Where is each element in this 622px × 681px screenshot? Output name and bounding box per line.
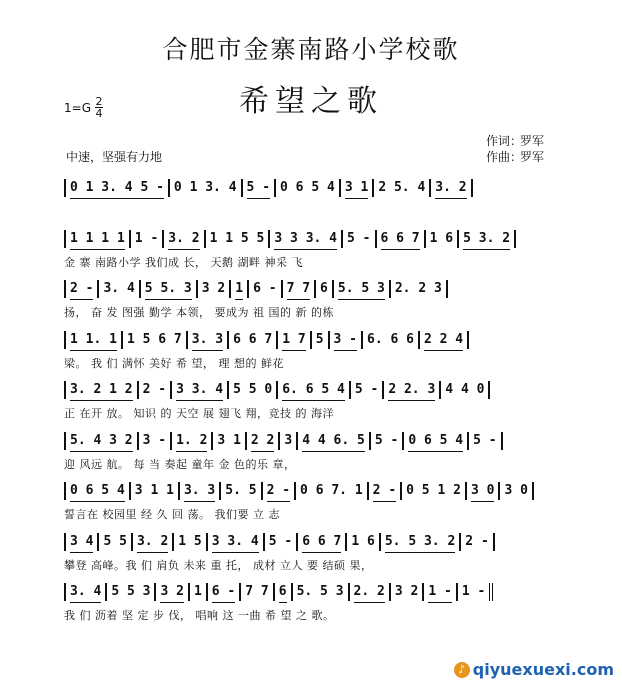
lyric-line: 金 寨 南路小学 我们成 长， 天鹅 湖畔 神采 飞: [64, 255, 303, 269]
lyric-line: 攀登 高峰。我 们 肩负 未来 重 托， 成材 立人 要 结硕 果，: [64, 558, 373, 572]
measure: 3. 4: [99, 280, 140, 298]
measure: 3 -: [139, 432, 172, 450]
measure: 3. 3: [180, 482, 221, 500]
measure: 1 6: [426, 230, 459, 248]
measure: 6: [275, 583, 293, 601]
lyric-line: 正 在开 放。 知识 的 天空 展 翅飞 翔，竞技 的 海洋: [64, 407, 334, 420]
lyricist-label: 作词：: [486, 134, 523, 148]
measure: 1 1 1 1: [64, 230, 131, 248]
measure: 0 6 5 4: [276, 179, 341, 197]
measure: 2 5. 4: [374, 179, 431, 197]
measure: 2. 2: [350, 583, 391, 601]
measure: 2 -: [369, 482, 402, 500]
measure: 3 0: [500, 482, 533, 500]
measure: 0 1 3. 4: [170, 179, 243, 197]
measure: 5. 5 3: [293, 583, 350, 601]
measure: 3: [280, 432, 298, 450]
lyric-line: 梁。 我 们 满怀 美好 希 望， 理 想的 鲜花: [64, 356, 284, 370]
tempo-marking: 中速，坚强有力地: [66, 150, 163, 164]
measure: 0 6 5 4: [404, 432, 469, 450]
measure: 1 7: [278, 331, 311, 349]
measure: 3 1: [341, 179, 374, 197]
measure: 5 -: [351, 381, 384, 399]
lyric-line: 迎 风远 航。 每 当 奏起 童年 金 色的乐 章，: [64, 457, 296, 471]
measure: 1 -: [458, 583, 493, 601]
measure: 5 -: [265, 533, 298, 551]
measure: 3 -: [330, 331, 363, 349]
measure: 3. 4: [64, 583, 107, 601]
measure: 1: [231, 280, 249, 298]
measure: 5 -: [343, 230, 376, 248]
measure: 1 5: [174, 533, 207, 551]
measure: 3. 2: [164, 230, 205, 248]
measure: 0 5 1 2: [402, 482, 467, 500]
watermark-text: qiyuexuexi.com: [472, 660, 614, 679]
measure: 5. 5 3: [334, 280, 391, 298]
measure: 5. 4 3 2: [64, 432, 139, 450]
composer-label: 作曲：: [486, 150, 523, 164]
time-numerator: 2: [95, 95, 103, 108]
measure: 2 -: [263, 482, 296, 500]
composer-line: [486, 149, 544, 165]
lyric-line: 扬， 奋 发 图强 勤学 本领， 要成为 祖 国的 新 的栋: [64, 306, 334, 319]
measure: 6. 6 5 4: [278, 381, 351, 399]
school-title: 合肥市金寨南路小学校歌: [162, 35, 460, 64]
measure: 6 6 7: [229, 331, 278, 349]
notation-line: [64, 429, 560, 453]
measure: 1 -: [131, 230, 164, 248]
music-note-icon: ♪: [454, 662, 470, 678]
notation-line: [64, 580, 560, 604]
measure: 2 2 4: [420, 331, 469, 349]
song-title: 希望之歌: [239, 84, 383, 119]
measure: 1 -: [424, 583, 457, 601]
notation-line: [64, 530, 560, 554]
notation-line: [64, 176, 560, 200]
measure: 5 -: [243, 179, 276, 197]
lyric-line: 誓言在 校园里 经 久 回 荡。 我们要 立 志: [64, 508, 280, 521]
measure: 5: [312, 331, 330, 349]
measure: 5. 5: [221, 482, 262, 500]
measure: 6. 6 6: [363, 331, 420, 349]
measure: 4 4 6. 5: [298, 432, 371, 450]
measure: 3 3 3. 4: [270, 230, 343, 248]
measure: 3. 2 1 2: [64, 381, 139, 399]
credits: [486, 133, 544, 165]
measure: 5 -: [469, 432, 502, 450]
measure: 5 3. 2: [459, 230, 516, 248]
measure: 3 0: [467, 482, 500, 500]
measure: 0 6 7. 1: [296, 482, 369, 500]
measure: 1 5 6 7: [123, 331, 188, 349]
notation-line: [64, 227, 560, 251]
measure: 1: [190, 583, 208, 601]
measure: 6 -: [208, 583, 241, 601]
measure: 6: [316, 280, 334, 298]
measure: 6 6 7: [377, 230, 426, 248]
measure: 7 7: [283, 280, 316, 298]
lyricist-name: 罗军: [520, 134, 545, 148]
measure: 1 1 5 5: [206, 230, 271, 248]
measure: 3 2: [391, 583, 424, 601]
watermark: [454, 660, 614, 679]
lyric-line: 我 们 沥着 坚 定 步 伐， 唱响 这 一曲 希 望 之 歌。: [64, 609, 335, 622]
measure: 1. 2: [172, 432, 213, 450]
key-signature: [64, 96, 103, 119]
measure: 3 3. 4: [172, 381, 229, 399]
measure: 5 5 0: [229, 381, 278, 399]
measure: 3 2: [156, 583, 189, 601]
composer-name: 罗军: [520, 150, 545, 164]
measure: 7 7: [241, 583, 274, 601]
notation-line: [64, 328, 560, 352]
measure: 2 -: [64, 280, 99, 298]
measure: 3 3. 4: [208, 533, 265, 551]
measure: 3 2: [198, 280, 231, 298]
measure: 5. 5 3. 2: [381, 533, 461, 551]
measure: 5 5. 3: [141, 280, 198, 298]
measure: 2 -: [139, 381, 172, 399]
measure: 1 6: [347, 533, 380, 551]
measure: 5 5 3: [107, 583, 156, 601]
measure: 4 4 0: [441, 381, 490, 399]
measure: 6 6 7: [298, 533, 347, 551]
notation-line: [64, 277, 560, 301]
measure: 3 4: [64, 533, 99, 551]
measure: 3. 3: [188, 331, 229, 349]
measure: 3. 2: [133, 533, 174, 551]
notation-line: [64, 378, 560, 402]
measure: 3. 2: [431, 179, 472, 197]
measure: 5 5: [99, 533, 132, 551]
measure: 3 1: [213, 432, 246, 450]
measure: 2 2. 3: [384, 381, 441, 399]
measure: 0 1 3. 4 5 -: [64, 179, 170, 197]
measure: 5 -: [371, 432, 404, 450]
lyricist-line: [486, 133, 544, 149]
time-denominator: 4: [95, 107, 103, 120]
key-label: 1=G: [64, 100, 91, 115]
notation-line: [64, 479, 560, 503]
measure: 2. 2 3: [391, 280, 448, 298]
measure: 2 2: [247, 432, 280, 450]
measure: 6 -: [249, 280, 282, 298]
measure: 1 1. 1: [64, 331, 123, 349]
measure: 0 6 5 4: [64, 482, 131, 500]
measure: 2 -: [461, 533, 494, 551]
measure: 3 1 1: [131, 482, 180, 500]
time-signature: [95, 96, 103, 119]
